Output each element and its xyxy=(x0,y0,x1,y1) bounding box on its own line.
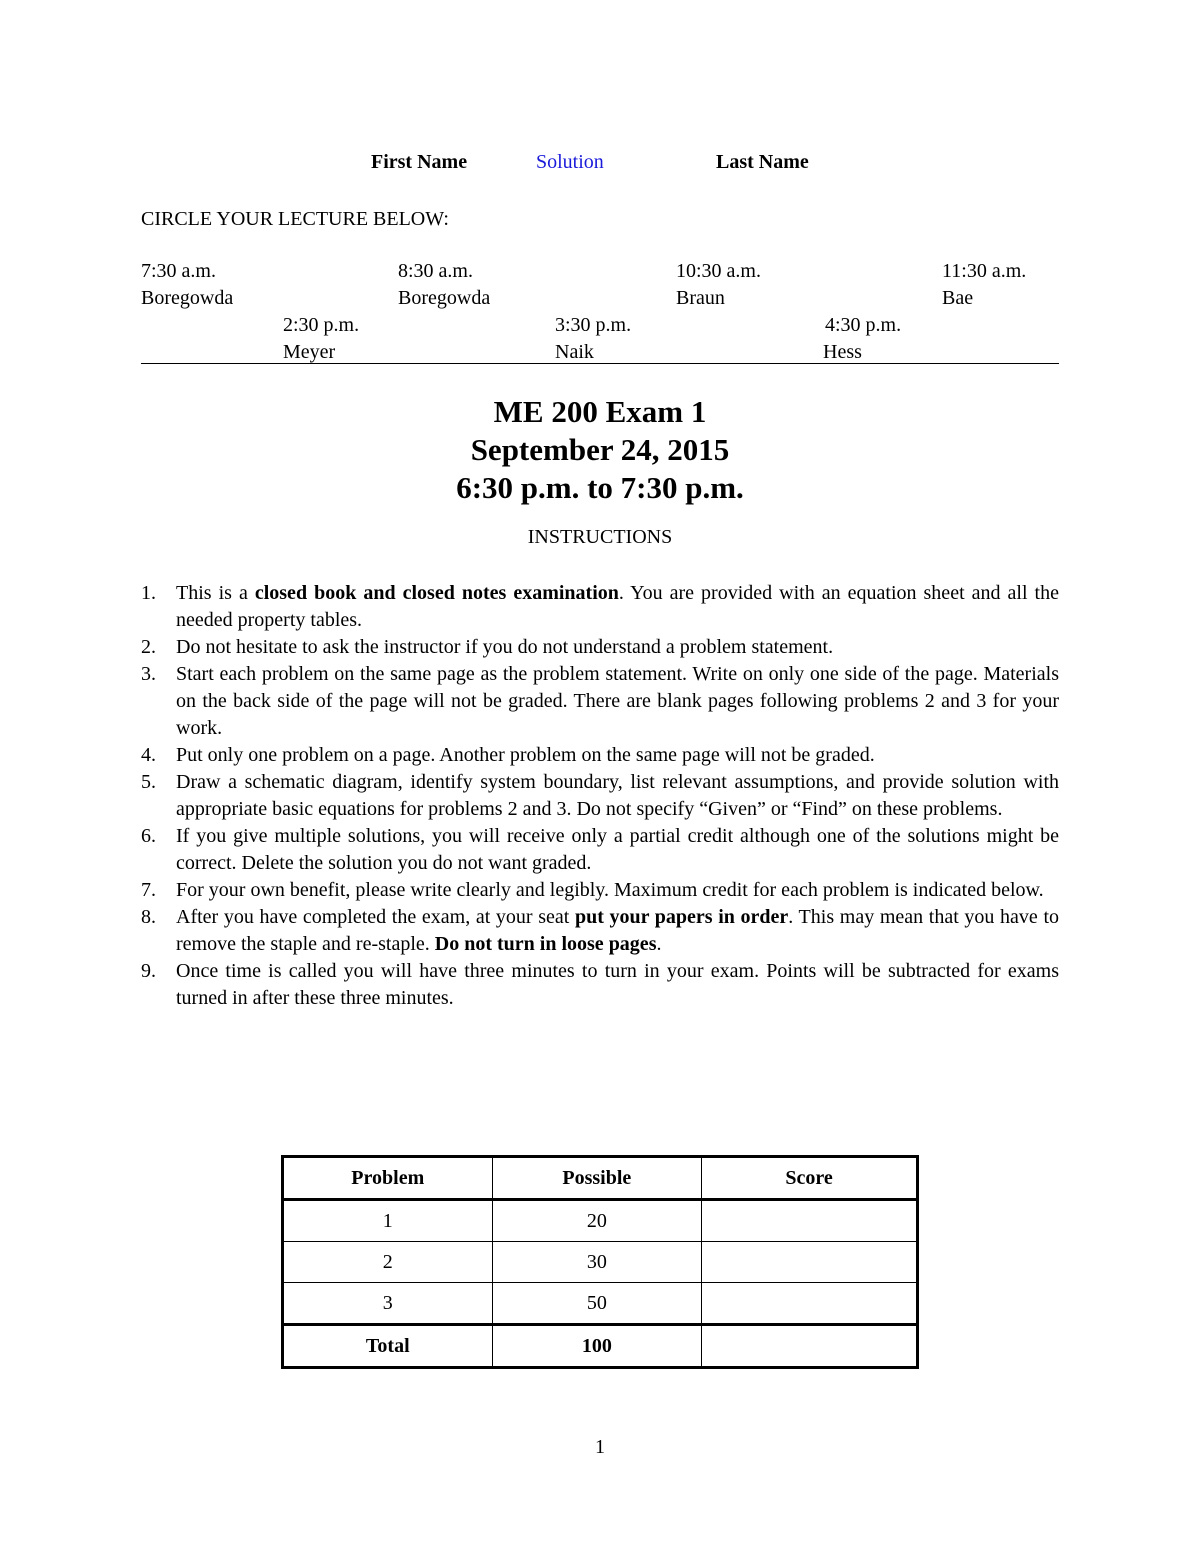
header-divider xyxy=(141,363,1059,364)
item-text: Draw a schematic diagram, identify system boundary, list relevant assumptions, and provide solution with appropriate basic equations for problems 2 and 3. Do not specify “Given” or “Find” on these problems. xyxy=(176,771,1059,820)
table-row xyxy=(283,1242,918,1283)
item-number: 6. xyxy=(141,825,156,847)
item-text: Start each problem on the same page as the problem statement. Write on only one side of the page. Materials on the back side of the page will not be graded. There are blank pages following problems 2 and 3 for your work. xyxy=(176,663,1059,739)
column-header-score: Score xyxy=(702,1157,918,1200)
table-header-row xyxy=(283,1157,918,1200)
table-row xyxy=(283,1283,918,1325)
item-number: 5. xyxy=(141,771,156,793)
score-cell[interactable] xyxy=(702,1242,918,1283)
item-text: . You are provided with an equation sheet and all the needed property tables. xyxy=(176,582,1059,631)
item-number: 2. xyxy=(141,636,156,658)
lecture-time[interactable]: 4:30 p.m. xyxy=(825,314,902,336)
lecture-time[interactable]: 8:30 a.m. xyxy=(398,260,473,282)
list-item xyxy=(141,958,1059,1012)
possible-cell: 50 xyxy=(492,1283,702,1325)
item-text: . This may mean that you have to remove the staple and re-staple. xyxy=(176,906,1060,955)
item-number: 9. xyxy=(141,960,156,982)
possible-cell: 20 xyxy=(492,1200,702,1242)
possible-cell: 30 xyxy=(492,1242,702,1283)
page-number: 1 xyxy=(595,1436,605,1458)
lecture-instructor[interactable]: Bae xyxy=(942,287,974,309)
lecture-instructor[interactable]: Hess xyxy=(823,341,862,363)
first-name-value[interactable]: Solution xyxy=(536,151,604,173)
item-number: 7. xyxy=(141,879,156,901)
exam-date: September 24, 2015 xyxy=(470,432,730,467)
item-emphasis: Do not turn in loose pages xyxy=(434,933,657,955)
list-item xyxy=(141,742,1059,769)
list-item xyxy=(141,661,1059,742)
problem-cell: 2 xyxy=(283,1242,493,1283)
item-text: . xyxy=(656,933,662,955)
item-text: This is a xyxy=(176,582,255,604)
item-text: If you give multiple solutions, you will receive only a partial credit although one of the solutions might be correct. Delete the solution you do not want graded. xyxy=(176,825,1059,874)
list-item xyxy=(141,823,1059,877)
lecture-instructor[interactable]: Naik xyxy=(555,341,594,363)
circle-lecture-prompt: CIRCLE YOUR LECTURE BELOW: xyxy=(141,208,449,230)
last-name-label: Last Name xyxy=(716,151,809,173)
lecture-time[interactable]: 2:30 p.m. xyxy=(283,314,360,336)
item-number: 8. xyxy=(141,906,156,928)
lecture-time[interactable]: 11:30 a.m. xyxy=(942,260,1027,282)
item-text: Once time is called you will have three minutes to turn in your exam. Points will be subtracted for exams turned in after these three minutes. xyxy=(176,960,1059,1009)
lecture-instructor[interactable]: Braun xyxy=(676,287,725,309)
lecture-time[interactable]: 10:30 a.m. xyxy=(676,260,761,282)
lecture-instructor[interactable]: Meyer xyxy=(283,341,336,363)
item-emphasis: closed book and closed notes examination xyxy=(254,582,619,604)
first-name-label: First Name xyxy=(371,151,468,173)
lecture-instructor[interactable]: Boregowda xyxy=(398,287,491,309)
list-item xyxy=(141,580,1059,634)
item-text: Do not hesitate to ask the instructor if you do not understand a problem statement. xyxy=(176,636,834,658)
score-cell[interactable] xyxy=(702,1283,918,1325)
instructions-list xyxy=(141,580,1059,1012)
total-row xyxy=(283,1325,918,1368)
list-item xyxy=(141,904,1059,958)
problem-cell: 3 xyxy=(283,1283,493,1325)
score-table xyxy=(281,1155,919,1369)
total-possible: 100 xyxy=(492,1325,702,1368)
item-text: For your own benefit, please write clearly and legibly. Maximum credit for each problem is indicated below. xyxy=(176,879,1044,901)
item-number: 1. xyxy=(141,582,156,604)
lecture-time[interactable]: 7:30 a.m. xyxy=(141,260,216,282)
item-text: After you have completed the exam, at your seat xyxy=(176,906,575,928)
column-header-problem: Problem xyxy=(283,1157,493,1200)
problem-cell: 1 xyxy=(283,1200,493,1242)
total-score-cell[interactable] xyxy=(702,1325,918,1368)
total-label: Total xyxy=(283,1325,493,1368)
list-item xyxy=(141,769,1059,823)
list-item xyxy=(141,877,1059,904)
column-header-possible: Possible xyxy=(492,1157,702,1200)
lecture-time[interactable]: 3:30 p.m. xyxy=(555,314,632,336)
item-number: 3. xyxy=(141,663,156,685)
list-item xyxy=(141,634,1059,661)
exam-time: 6:30 p.m. to 7:30 p.m. xyxy=(456,470,744,505)
instructions-heading: INSTRUCTIONS xyxy=(527,526,673,548)
table-row xyxy=(283,1200,918,1242)
item-text: Put only one problem on a page. Another problem on the same page will not be graded. xyxy=(176,744,875,766)
item-number: 4. xyxy=(141,744,156,766)
item-emphasis: put your papers in order xyxy=(574,906,789,928)
lecture-instructor[interactable]: Boregowda xyxy=(141,287,234,309)
score-cell[interactable] xyxy=(702,1200,918,1242)
exam-title: ME 200 Exam 1 xyxy=(493,394,707,429)
